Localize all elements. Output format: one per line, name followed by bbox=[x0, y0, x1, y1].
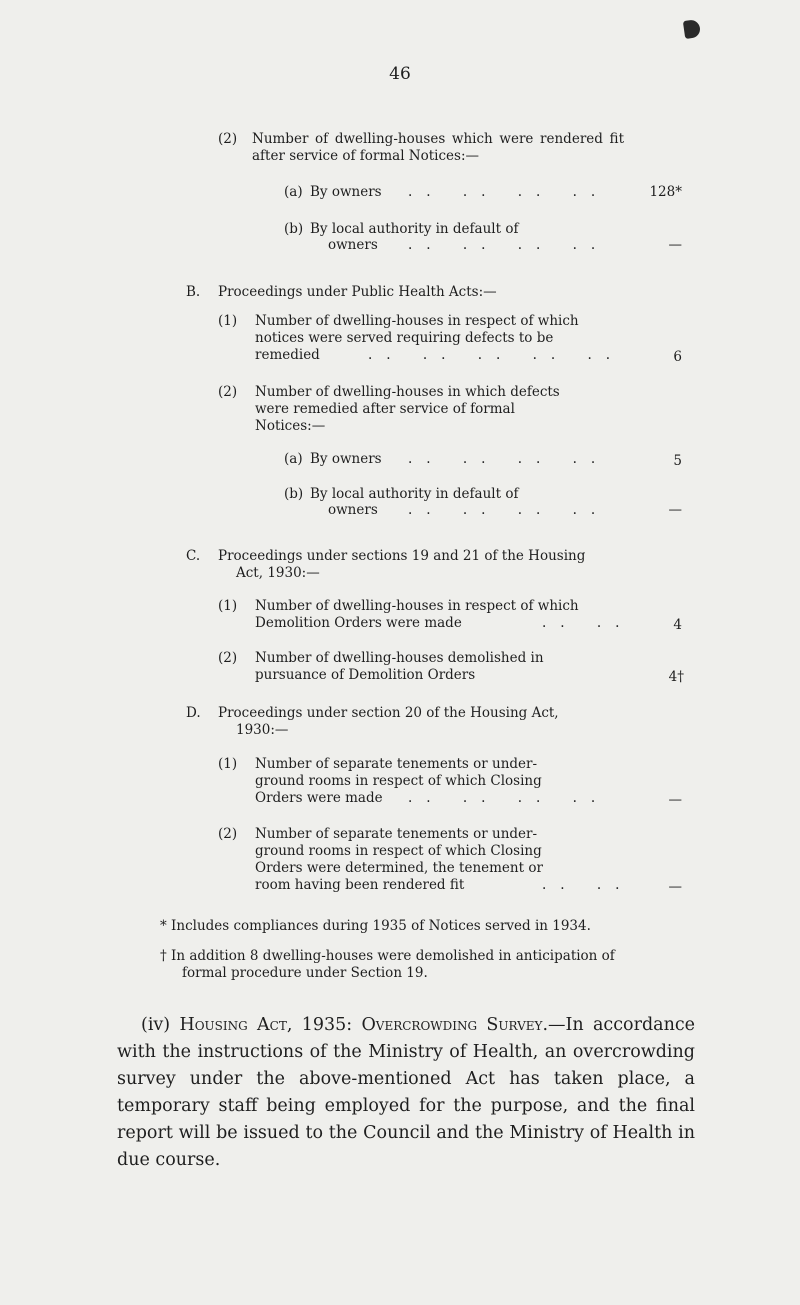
page-number: 46 bbox=[389, 64, 411, 84]
section-d-letter: D. bbox=[186, 705, 201, 721]
paragraph-heading: Housing Act, 1935: Overcrowding Survey. bbox=[179, 1015, 549, 1035]
section-a-2b-text-2: owners bbox=[328, 237, 378, 253]
section-c-2-label: (2) bbox=[218, 650, 238, 666]
section-b-1-line1: Number of dwelling-houses in respect of which bbox=[255, 313, 579, 329]
section-d-1-line1: Number of separate tenements or under- bbox=[255, 756, 538, 772]
section-a-2a-value: 128* bbox=[649, 184, 682, 200]
section-d-1-line3: Orders were made bbox=[255, 790, 383, 806]
leader-dots: .. .. .. .. .. bbox=[368, 347, 625, 363]
section-b-2b-label: (b) bbox=[284, 486, 304, 502]
section-d-heading-line2: 1930:— bbox=[236, 722, 289, 738]
section-d-2-line3: Orders were determined, the tenement or bbox=[255, 860, 543, 876]
paragraph-body: —In accordance with the instructions of the Ministry of Health, an overcrowding survey under the above-mentioned Act has taken place, a temporary staff being employed for the purpose, and the final report will be issued to the Council and the Ministry of Health in due course. bbox=[117, 1015, 696, 1170]
section-b-2a-value: 5 bbox=[673, 453, 682, 469]
section-c-1-label: (1) bbox=[218, 598, 238, 614]
section-b-letter: B. bbox=[186, 284, 201, 300]
section-d-2-line4: room having been rendered fit bbox=[255, 877, 465, 893]
section-a-2a-text: By owners bbox=[310, 184, 382, 200]
section-a-2-label: (2) bbox=[218, 131, 238, 147]
section-b-2b-text-2: owners bbox=[328, 502, 378, 518]
footnote-star: * Includes compliances during 1935 of Notices served in 1934. bbox=[160, 918, 591, 934]
paragraph-iv bbox=[117, 1012, 695, 1174]
section-a-2-text: Number of dwelling-houses which were rendered fit after service of formal Notices:— bbox=[252, 131, 624, 164]
section-c-2-line1: Number of dwelling-houses demolished in bbox=[255, 650, 544, 666]
section-c-2-line2: pursuance of Demolition Orders bbox=[255, 667, 476, 683]
leader-dots: .. .. .. .. bbox=[408, 451, 610, 467]
section-c-heading-line1: Proceedings under sections 19 and 21 of the Housing bbox=[218, 548, 586, 564]
section-c-heading-line2: Act, 1930:— bbox=[236, 565, 320, 581]
section-c-letter: C. bbox=[186, 548, 201, 564]
section-a-2a-label: (a) bbox=[284, 184, 303, 200]
footnote-dagger-line1: † In addition 8 dwelling-houses were demolished in anticipation of bbox=[160, 948, 615, 964]
section-b-2-line3: Notices:— bbox=[255, 418, 326, 434]
section-c-1-line2: Demolition Orders were made bbox=[255, 615, 462, 631]
section-b-2a-label: (a) bbox=[284, 451, 303, 467]
section-b-2b-value: — bbox=[668, 502, 682, 518]
footnote-dagger-line2: formal procedure under Section 19. bbox=[182, 965, 428, 981]
section-b-heading: Proceedings under Public Health Acts:— bbox=[218, 284, 497, 300]
section-b-2-line1: Number of dwelling-houses in which defects bbox=[255, 384, 560, 400]
section-d-2-line1: Number of separate tenements or under- bbox=[255, 826, 538, 842]
section-a-2b-value: — bbox=[668, 237, 682, 253]
section-b-1-line2: notices were served requiring defects to be bbox=[255, 330, 554, 346]
section-b-1-label: (1) bbox=[218, 313, 238, 329]
section-d-2-value: — bbox=[668, 879, 682, 895]
section-d-1-label: (1) bbox=[218, 756, 238, 772]
section-c-1-value: 4 bbox=[673, 617, 682, 633]
leader-dots: .. .. .. .. bbox=[408, 184, 610, 200]
section-d-1-value: — bbox=[668, 792, 682, 808]
leader-dots: .. .. .. .. bbox=[408, 502, 610, 518]
leader-dots: .. .. bbox=[542, 615, 634, 631]
leader-dots: .. .. .. .. bbox=[408, 790, 610, 806]
section-d-1-line2: ground rooms in respect of which Closing bbox=[255, 773, 542, 789]
section-c-2-value: 4† bbox=[668, 669, 684, 685]
section-b-1-line3: remedied bbox=[255, 347, 320, 363]
section-b-2b-text-1: By local authority in default of bbox=[310, 486, 519, 502]
leader-dots: .. .. .. .. bbox=[408, 237, 610, 253]
section-b-2a-text: By owners bbox=[310, 451, 382, 467]
section-d-2-label: (2) bbox=[218, 826, 238, 842]
section-c-1-line1: Number of dwelling-houses in respect of which bbox=[255, 598, 579, 614]
section-b-2-label: (2) bbox=[218, 384, 238, 400]
corner-mark bbox=[683, 19, 701, 39]
section-b-2-line2: were remedied after service of formal bbox=[255, 401, 515, 417]
section-b-1-value: 6 bbox=[673, 349, 682, 365]
section-a-2b-label: (b) bbox=[284, 221, 304, 237]
paragraph-prefix: (iv) bbox=[141, 1015, 171, 1035]
section-d-heading-line1: Proceedings under section 20 of the Housing Act, bbox=[218, 705, 559, 721]
section-d-2-line2: ground rooms in respect of which Closing bbox=[255, 843, 542, 859]
leader-dots: .. .. bbox=[542, 877, 634, 893]
section-a-2b-text-1: By local authority in default of bbox=[310, 221, 519, 237]
